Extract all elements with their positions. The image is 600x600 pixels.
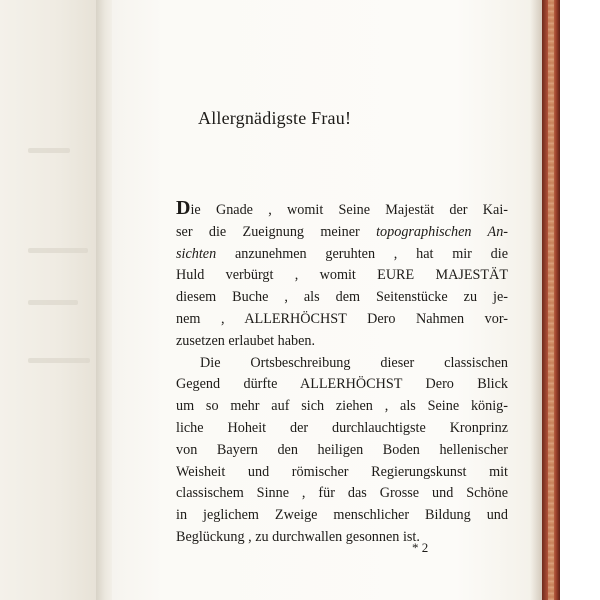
text-line: zusetzen erlaubet haben. xyxy=(176,332,316,349)
text-line: ser die Zueignung meiner topographischen An- xyxy=(176,223,509,240)
background xyxy=(560,0,600,600)
text-line: um so mehr auf sich ziehen , als Seine könig- xyxy=(176,398,508,415)
text-line: Die Ortsbeschreibung dieser classischen xyxy=(200,354,508,371)
bleed-through-mark xyxy=(28,358,90,363)
body-text xyxy=(176,198,508,549)
text-line: Beglückung , zu durchwallen gesonnen ist. xyxy=(176,528,420,545)
text-line: classischem Sinne , für das Grosse und Schöne xyxy=(176,485,508,502)
drop-cap: D xyxy=(176,197,191,219)
binding-edge xyxy=(548,0,554,600)
bleed-through-mark xyxy=(28,300,78,305)
text-line: sichten anzunehmen geruhten , hat mir die xyxy=(176,245,508,262)
text-line: nem , ALLERHÖCHST Dero Nahmen vor- xyxy=(176,310,508,327)
page-edge-shadow xyxy=(530,0,542,600)
text-line: Die Gnade , womit Seine Majestät der Kai- xyxy=(176,197,508,219)
text-line: Weisheit und römischer Regierungskunst mit xyxy=(176,463,508,480)
text-line: diesem Buche , als dem Seitenstücke zu je- xyxy=(176,289,508,306)
facing-page xyxy=(0,0,100,600)
text-line: von Bayern den heiligen Boden hellenischer xyxy=(176,441,508,458)
bleed-through-mark xyxy=(28,148,70,153)
text-line: Huld verbürgt , womit EURE MAJESTÄT xyxy=(176,267,508,284)
page xyxy=(112,0,542,600)
bleed-through-mark xyxy=(28,248,88,253)
page-title: Allergnädigste Frau! xyxy=(198,108,352,128)
signature-mark: * 2 xyxy=(412,540,429,555)
text-line: liche Hoheit der durchlauchtigste Kronprinz xyxy=(176,419,508,436)
text-line: Gegend dürfte ALLERHÖCHST Dero Blick xyxy=(176,376,508,393)
text-line: in jeglichem Zweige menschlicher Bildung und xyxy=(176,507,508,524)
